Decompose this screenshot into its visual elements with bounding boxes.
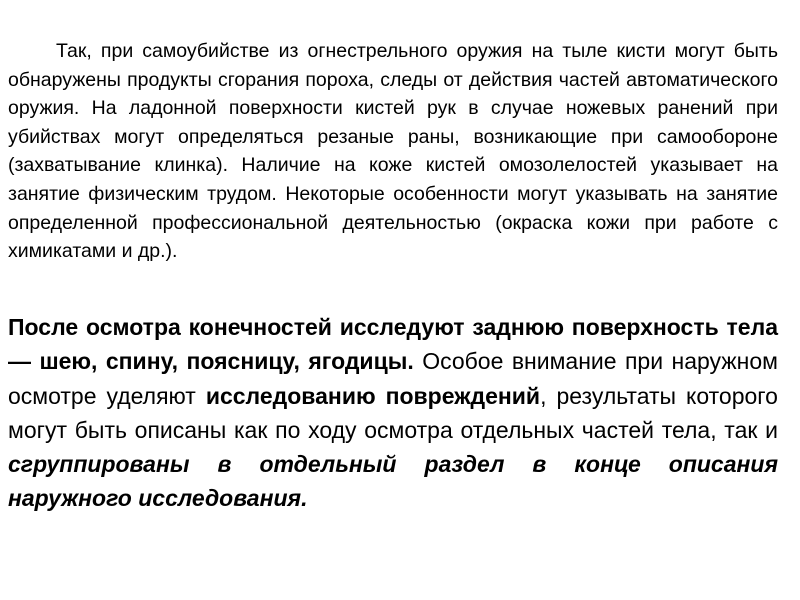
bold-phrase-injuries: исследованию повреждений [205, 382, 541, 409]
text-segment-b: , результаты которого могут быть описаны как по ходу осмотра отдельных частей тела, так и [8, 382, 778, 443]
bold-italic-phrase: сгруппированы в отдельный раздел в конце описания наружного исследования. [8, 451, 778, 512]
text-segment-a: Особое внимание при наружном осмотре уделяют [8, 348, 778, 409]
bold-sentence: После осмотра конечностей исследуют заднюю поверхность тела — шею, спину, поясницу, ягодицы. [8, 314, 778, 375]
paragraph-back-examination [8, 310, 778, 516]
paragraph-hand-examination: Так, при самоубийстве из огнестрельного оружия на тыле кисти могут быть обнаружены продукты сгорания пороха, следы от действия частей автоматического оружия. На ладонной поверхности кистей рук в случае ножевых ранений при убийствах могут определяться резаные раны, возникающие при самообороне (захватывание клинка). Наличие на коже кистей омозолелостей указывает на занятие физическим трудом. Некоторые особенности могут указывать на занятие определенной профессиональной деятельностью (окраска кожи при работе с химикатами и др.). [8, 40, 778, 263]
